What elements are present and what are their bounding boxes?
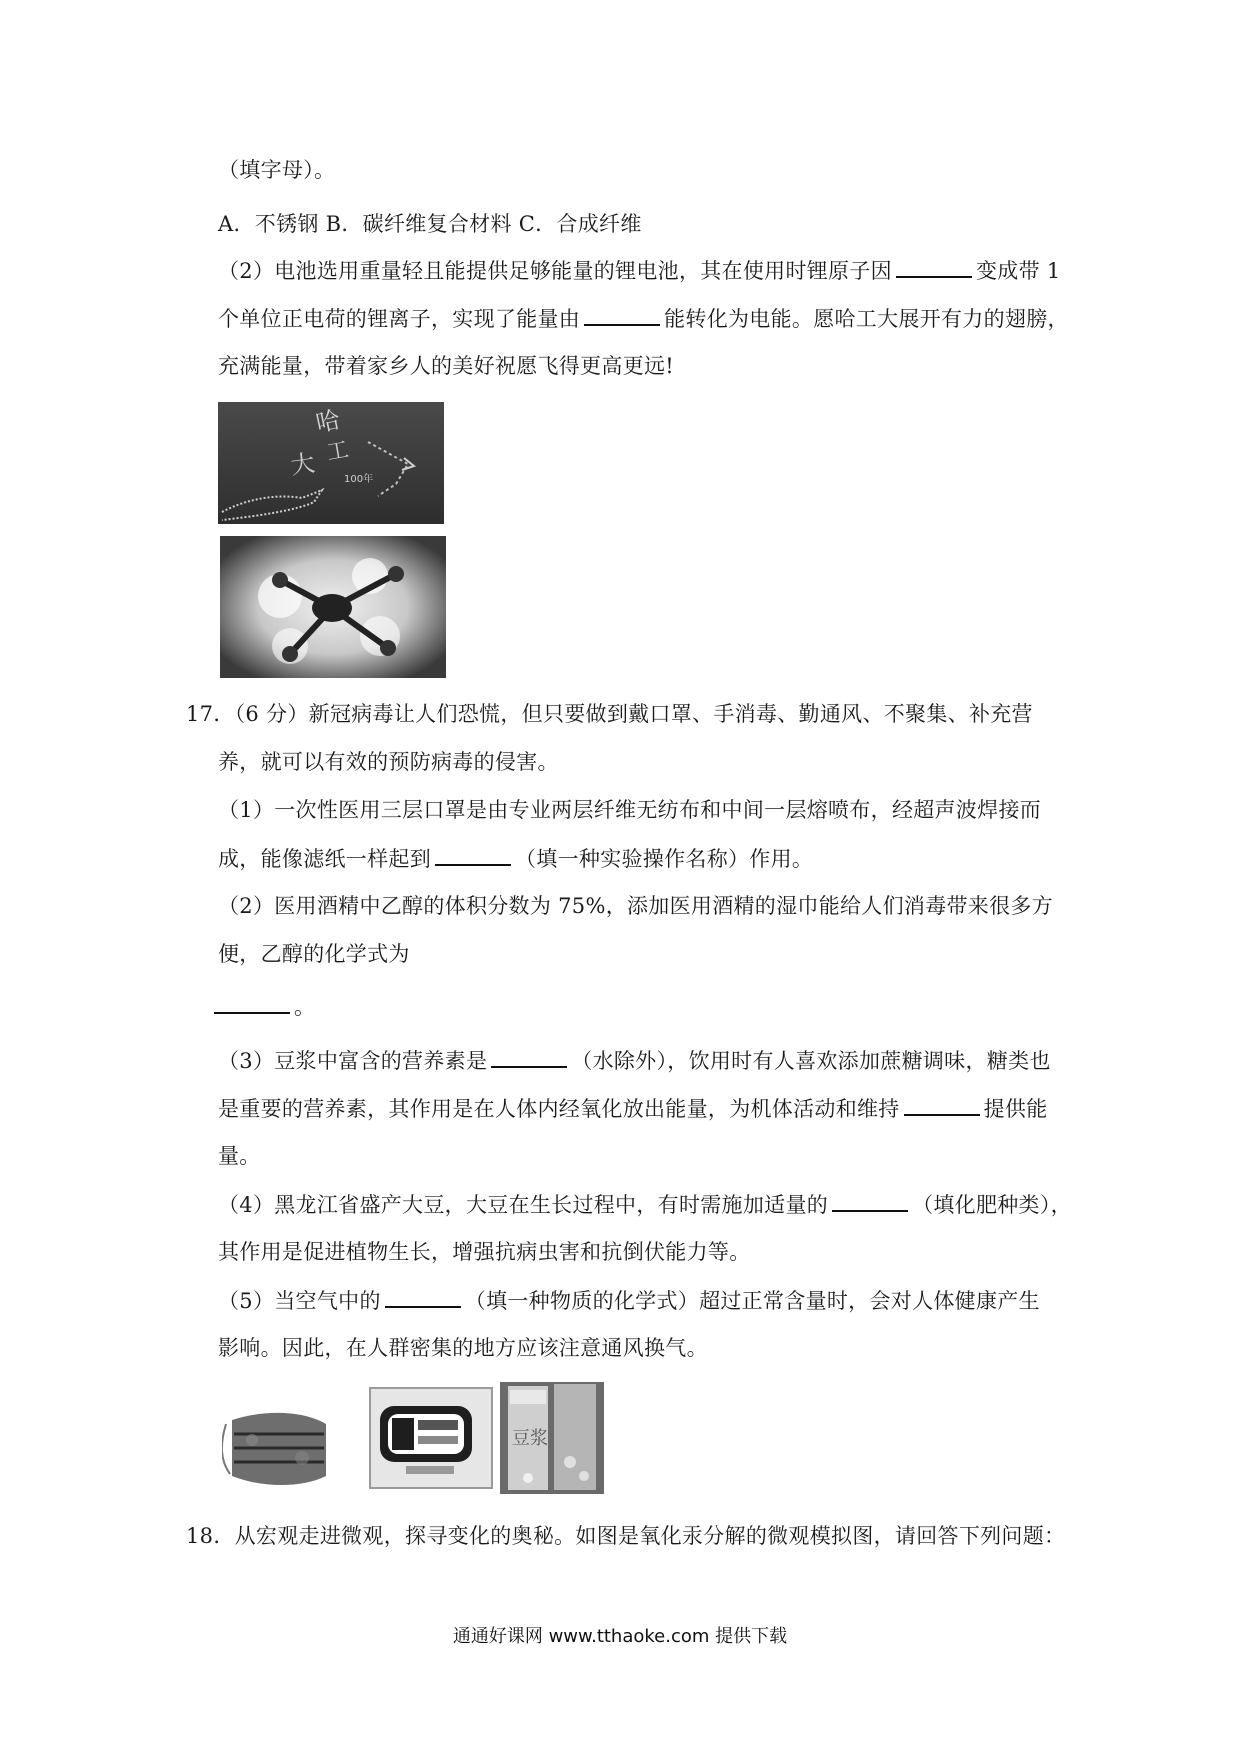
text-segment: 影响。因此，在人群密集的地方应该注意通风换气。 <box>218 1336 708 1360</box>
text-segment: 提供能 <box>983 1097 1048 1121</box>
options-text: A．不锈钢 B．碳纤维复合材料 C．合成纤维 <box>218 212 642 236</box>
text-segment: 18．从宏观走进微观，探寻变化的奥秘。如图是氧化汞分解的微观模拟图，请回答下列问题： <box>186 1524 1066 1548</box>
q16-options <box>218 210 642 238</box>
q16-fill-letter <box>218 156 335 184</box>
answer-blank <box>491 1046 567 1068</box>
text-segment: （4）黑龙江省盛产大豆，大豆在生长过程中，有时需施加适量的 <box>218 1193 829 1217</box>
q17-part3-line1 <box>218 1046 1051 1075</box>
q17-part1-line2 <box>218 844 813 873</box>
q17-part2-line3 <box>214 992 315 1021</box>
text-segment: （填化肥种类）， <box>912 1193 1072 1217</box>
text-segment: 量。 <box>218 1144 261 1168</box>
text-segment: （水除外），饮用时有人喜欢添加蔗糖调味，糖类也 <box>571 1049 1051 1073</box>
q16-part2-line3 <box>218 352 674 380</box>
soymilk-label: 豆浆 <box>512 1428 548 1449</box>
answer-blank <box>385 1286 461 1308</box>
q17-part5-line2 <box>218 1334 708 1362</box>
q17-part3-line3 <box>218 1142 261 1170</box>
q17-part4-line1 <box>218 1190 1072 1219</box>
answer-blank <box>896 256 972 278</box>
q17-part5-line1 <box>218 1286 1040 1315</box>
text-segment: 个单位正电荷的锂离子，实现了能量由 <box>218 307 581 331</box>
drone-show-svg <box>218 402 444 524</box>
drone-char-1: 哈 <box>313 405 343 438</box>
mask-svg <box>222 1400 336 1494</box>
text-segment: （填一种物质的化学式）超过正常含量时，会对人体健康产生 <box>464 1289 1040 1313</box>
answer-blank <box>904 1094 980 1116</box>
drone-photo-svg <box>220 536 446 678</box>
text-segment: 。 <box>294 995 316 1019</box>
footer-text: 通通好课网 www.tthaoke.com 提供下载 <box>452 1626 788 1647</box>
text-segment: 是重要的营养素，其作用是在人体内经氧化放出能量，为机体活动和维持 <box>218 1097 900 1121</box>
text-segment: 成，能像滤纸一样起到 <box>218 847 431 871</box>
q18-line1 <box>186 1522 1065 1550</box>
answer-blank <box>832 1190 908 1212</box>
wet-wipes-image <box>366 1384 496 1492</box>
q17-line1 <box>186 700 1033 728</box>
answer-blank <box>584 304 660 326</box>
wet-wipes-svg <box>366 1384 496 1492</box>
q17-part1-line1 <box>218 796 1041 824</box>
q17-line2 <box>218 748 559 776</box>
text-segment: （2）电池选用重量轻且能提供足够能量的锂电池，其在使用时锂原子因 <box>218 259 892 283</box>
fill-letter-text: （填字母）。 <box>218 158 336 182</box>
drone-show-image <box>218 402 444 524</box>
text-segment: 其作用是促进植物生长，增强抗病虫害和抗倒伏能力等。 <box>218 1240 751 1264</box>
text-segment: （2）医用酒精中乙醇的体积分数为 75%，添加医用酒精的湿巾能给人们消毒带来很多方 <box>218 894 1054 918</box>
q16-part2-line2 <box>218 304 1069 333</box>
q17-part2-line2 <box>218 940 410 968</box>
text-segment: （5）当空气中的 <box>218 1289 381 1313</box>
drone-photo-image <box>220 536 446 678</box>
text-segment: 便，乙醇的化学式为 <box>218 942 410 966</box>
text-segment: （1）一次性医用三层口罩是由专业两层纤维无纺布和中间一层熔喷布，经超声波焊接而 <box>218 798 1042 822</box>
q16-part2-line1 <box>218 256 1061 285</box>
q17-part2-line1 <box>218 892 1053 920</box>
drone-char-3: 大 <box>288 448 317 480</box>
text-segment: 17．（6 分）新冠病毒让人们恐慌，但只要做到戴口罩、手消毒、勤通风、不聚集、补充营 <box>186 702 1033 726</box>
text-segment: （3）豆浆中富含的营养素是 <box>218 1049 488 1073</box>
soy-milk-svg <box>500 1382 604 1494</box>
q17-part3-line2 <box>218 1094 1048 1123</box>
mask-image <box>222 1400 336 1494</box>
text-segment: （填一种实验操作名称）作用。 <box>515 847 814 871</box>
text-segment: 充满能量，带着家乡人的美好祝愿飞得更高更远! <box>218 354 675 378</box>
answer-blank <box>435 844 511 866</box>
drone-char-2: 工 <box>324 437 351 466</box>
q17-part4-line2 <box>218 1238 751 1266</box>
drone-text-100: 100年 <box>344 474 374 485</box>
text-segment: 变成带 1 <box>975 259 1061 283</box>
page-footer <box>0 1622 1240 1648</box>
answer-blank <box>214 992 290 1014</box>
soy-milk-image <box>500 1382 604 1494</box>
text-segment: 养，就可以有效的预防病毒的侵害。 <box>218 750 559 774</box>
text-segment: 能转化为电能。愿哈工大展开有力的翅膀， <box>664 307 1069 331</box>
